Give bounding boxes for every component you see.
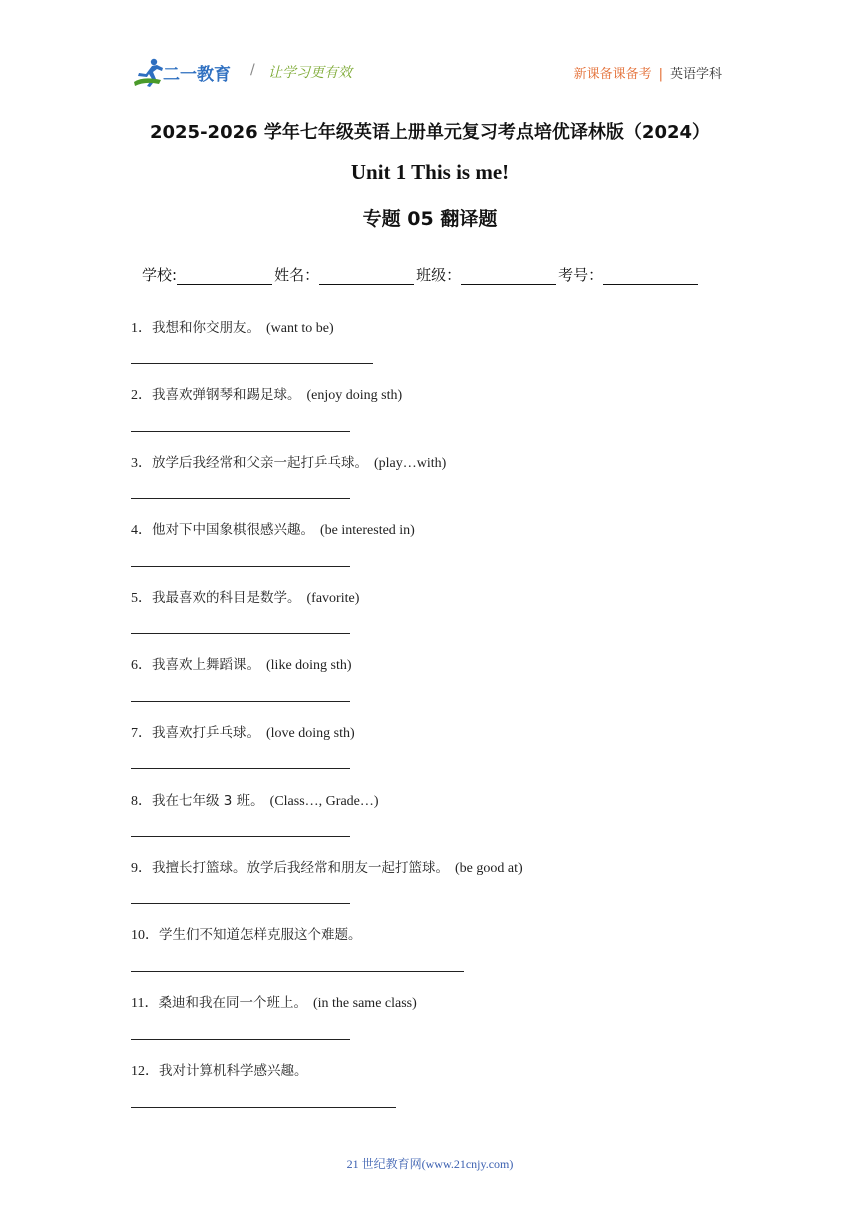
exam-number-label: 考号： bbox=[558, 266, 604, 284]
question-item bbox=[131, 518, 415, 539]
answer-line[interactable] bbox=[131, 903, 350, 904]
course-label: 新课备课备考 bbox=[573, 67, 652, 82]
slogan-divider: / bbox=[250, 62, 255, 78]
question-number: 10． bbox=[131, 928, 159, 943]
question-hint: (be good at) bbox=[455, 861, 523, 876]
answer-line[interactable] bbox=[131, 701, 350, 702]
question-text: 我对计算机科学感兴趣。 bbox=[159, 1063, 308, 1079]
question-number: 7． bbox=[131, 726, 152, 741]
page-footer: 21 世纪教育网(www.21cnjy.com) bbox=[346, 1157, 514, 1171]
name-field[interactable] bbox=[319, 268, 414, 285]
question-item bbox=[131, 789, 379, 810]
student-info-row bbox=[142, 264, 700, 285]
question-number: 8． bbox=[131, 794, 152, 809]
question-text: 我想和你交朋友。 bbox=[152, 320, 260, 336]
runner-logo-icon bbox=[133, 56, 167, 90]
question-item bbox=[131, 721, 355, 742]
answer-line[interactable] bbox=[131, 633, 350, 634]
question-hint: (favorite) bbox=[306, 591, 360, 606]
question-text: 我喜欢上舞蹈课。 bbox=[152, 657, 260, 673]
document-title: 2025-2026 学年七年级英语上册单元复习考点培优译林版（2024） bbox=[149, 122, 711, 143]
answer-line[interactable] bbox=[131, 836, 350, 837]
question-text: 我最喜欢的科目是数学。 bbox=[152, 590, 301, 606]
header-separator: | bbox=[658, 67, 663, 82]
answer-line[interactable] bbox=[131, 971, 464, 972]
exam-number-field[interactable] bbox=[603, 268, 698, 285]
name-label: 姓名： bbox=[274, 266, 320, 284]
unit-title: Unit 1 This is me! bbox=[350, 160, 510, 184]
answer-line[interactable] bbox=[131, 431, 350, 432]
question-text: 我擅长打篮球。放学后我经常和朋友一起打篮球。 bbox=[152, 860, 449, 876]
question-item bbox=[131, 451, 446, 472]
question-hint: (like doing sth) bbox=[266, 658, 352, 673]
school-label: 学校: bbox=[142, 266, 178, 284]
logo bbox=[133, 56, 245, 90]
question-item bbox=[131, 316, 334, 337]
question-number: 3． bbox=[131, 456, 152, 471]
question-item bbox=[131, 856, 523, 877]
question-hint: (want to be) bbox=[266, 321, 334, 336]
question-text: 他对下中国象棋很感兴趣。 bbox=[152, 522, 314, 538]
question-number: 9． bbox=[131, 861, 152, 876]
question-text: 我喜欢弹钢琴和踢足球。 bbox=[152, 387, 301, 403]
logo-text: 二一教育 bbox=[163, 65, 231, 85]
question-hint: (love doing sth) bbox=[266, 726, 355, 741]
question-number: 2． bbox=[131, 388, 152, 403]
header-right bbox=[574, 63, 722, 82]
answer-line[interactable] bbox=[131, 768, 350, 769]
question-number: 6． bbox=[131, 658, 152, 673]
slogan: 让学习更有效 bbox=[268, 65, 352, 81]
question-number: 4． bbox=[131, 523, 152, 538]
question-item bbox=[131, 586, 359, 607]
answer-line[interactable] bbox=[131, 566, 350, 567]
answer-line[interactable] bbox=[131, 498, 350, 499]
answer-line[interactable] bbox=[131, 363, 373, 364]
question-hint: (be interested in) bbox=[320, 523, 415, 538]
class-label: 班级： bbox=[416, 266, 462, 284]
question-hint: (Class…, Grade…) bbox=[269, 794, 379, 809]
question-item bbox=[131, 1059, 308, 1080]
question-hint: (play…with) bbox=[374, 456, 447, 471]
question-text: 放学后我经常和父亲一起打乒乓球。 bbox=[152, 455, 368, 471]
school-field[interactable] bbox=[177, 268, 272, 285]
question-item bbox=[131, 991, 417, 1012]
answer-line[interactable] bbox=[131, 1107, 396, 1108]
subject-label: 英语学科 bbox=[669, 67, 722, 82]
question-number: 5． bbox=[131, 591, 152, 606]
question-item bbox=[131, 383, 402, 404]
topic-title: 专题 05 翻译题 bbox=[362, 208, 498, 230]
question-text: 桑迪和我在同一个班上。 bbox=[158, 995, 307, 1011]
question-number: 12． bbox=[131, 1064, 159, 1079]
question-text: 我在七年级 3 班。 bbox=[152, 793, 264, 809]
question-hint: (in the same class) bbox=[312, 996, 417, 1011]
class-field[interactable] bbox=[461, 268, 556, 285]
page-header bbox=[0, 0, 860, 110]
question-text: 学生们不知道怎样克服这个难题。 bbox=[159, 927, 362, 943]
question-number: 1． bbox=[131, 321, 152, 336]
question-text: 我喜欢打乒乓球。 bbox=[152, 725, 260, 741]
question-hint: (enjoy doing sth) bbox=[306, 388, 403, 403]
question-item bbox=[131, 923, 362, 944]
answer-line[interactable] bbox=[131, 1039, 350, 1040]
question-item bbox=[131, 653, 352, 674]
question-number: 11． bbox=[131, 996, 159, 1011]
